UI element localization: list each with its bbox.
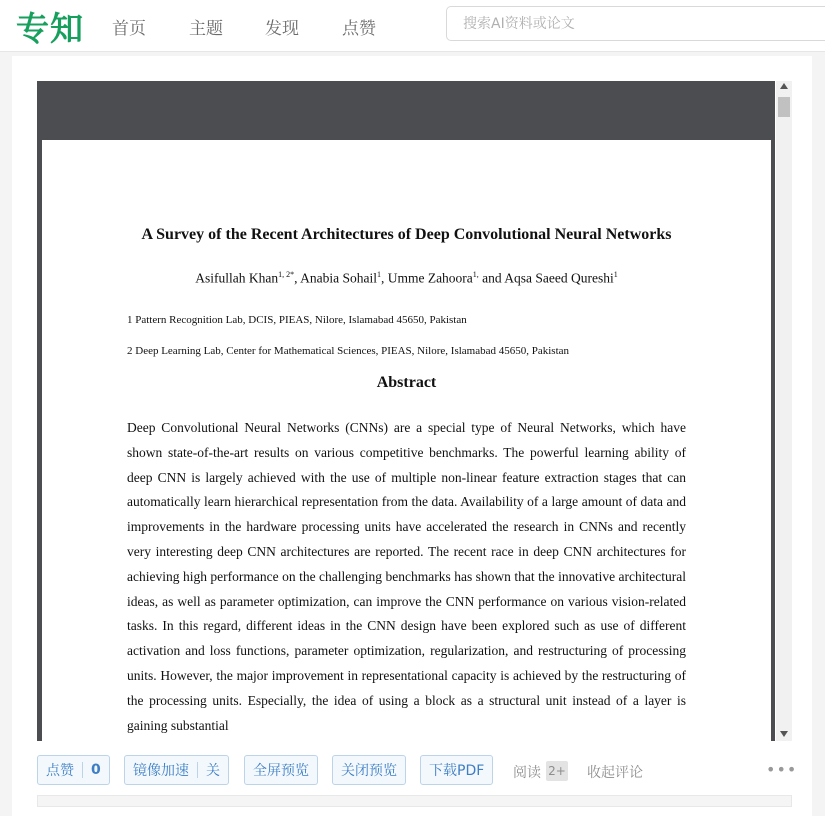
search-input[interactable] xyxy=(447,7,825,40)
more-options-icon[interactable]: ••• xyxy=(766,760,798,779)
like-label: 点赞 xyxy=(46,763,74,779)
nav-topics[interactable]: 主题 xyxy=(189,19,223,39)
mirror-label: 镜像加速 xyxy=(133,763,189,779)
fullscreen-preview-button[interactable] xyxy=(244,755,318,785)
close-preview-button[interactable] xyxy=(332,755,406,785)
like-count: 0 xyxy=(91,762,101,778)
divider xyxy=(82,762,83,778)
nav-discover[interactable]: 发现 xyxy=(265,19,299,39)
pdf-page xyxy=(42,140,771,741)
paper-title: A Survey of the Recent Architectures of Deep Convolutional Neural Networks xyxy=(141,226,672,243)
download-pdf-button[interactable] xyxy=(420,755,493,785)
affiliation-2: 2 Deep Learning Lab, Center for Mathematical Sciences, PIEAS, Nilore, Islamabad 45650, Pakistan xyxy=(127,345,570,357)
pdf-viewer[interactable] xyxy=(37,81,775,741)
collapse-comments-link[interactable]: 收起评论 xyxy=(587,765,643,781)
abstract-heading: Abstract xyxy=(376,374,437,391)
fullscreen-label: 全屏预览 xyxy=(253,763,309,779)
like-button[interactable] xyxy=(37,755,110,785)
divider xyxy=(197,762,198,778)
affiliation-1: 1 Pattern Recognition Lab, DCIS, PIEAS, Nilore, Islamabad 45650, Pakistan xyxy=(127,314,467,326)
scroll-down-arrow-icon[interactable] xyxy=(780,731,788,737)
nav-home[interactable]: 首页 xyxy=(112,19,146,39)
mirror-state: 关 xyxy=(206,763,220,779)
scroll-thumb[interactable] xyxy=(778,97,790,117)
close-preview-label: 关闭预览 xyxy=(341,763,397,779)
site-logo[interactable]: 专知 xyxy=(16,9,84,48)
read-count-badge: 2+ xyxy=(546,761,568,781)
nav-likes[interactable]: 点赞 xyxy=(342,19,376,39)
top-navigation-bar xyxy=(0,0,825,52)
pdf-scrollbar[interactable] xyxy=(776,81,792,741)
search-box[interactable] xyxy=(446,6,825,41)
paper-authors: Asifullah Khan$^{1, 2*}$, Anabia Sohail$^1$, Umme Zahoora$^{1,}$ and Aqsa Saeed Qureshi$^1$ xyxy=(195,270,618,286)
read-label: 阅读 xyxy=(513,765,541,781)
scroll-up-arrow-icon[interactable] xyxy=(780,83,788,89)
abstract-text: Deep Convolutional Neural Networks (CNNs) are a special type of Neural Networks, which have shown state-of-the-art results on various competitive benchmarks. The powerful learning ability of deep CNN is largely achieved with the use of multiple non-linear feature extraction stages that can automatically learn hierarchical representation from the data. Availability of a large amount of data and improvements in the hardware processing units have accelerated the research in CNNs and recently very interesting deep CNN architectures are reported. The recent race in deep CNN architectures for achieving high performance on the challenging benchmarks has shown that the innovative architectural ideas, as well as parameter optimization, can improve the CNN performance on various vision-related tasks. In this regard, different ideas in the CNN design have been explored such as use of different activation and loss functions, parameter optimization, regularization, and restructuring of processing units. However, the major improvement in representational capacity is achieved by the restructuring of the processing units. Especially, the idea of using a block as a structural unit instead of a layer is gaining substantial xyxy=(127,420,686,733)
mirror-accelerate-button[interactable] xyxy=(124,755,229,785)
download-label: 下载PDF xyxy=(429,763,485,779)
comment-area xyxy=(37,795,792,807)
